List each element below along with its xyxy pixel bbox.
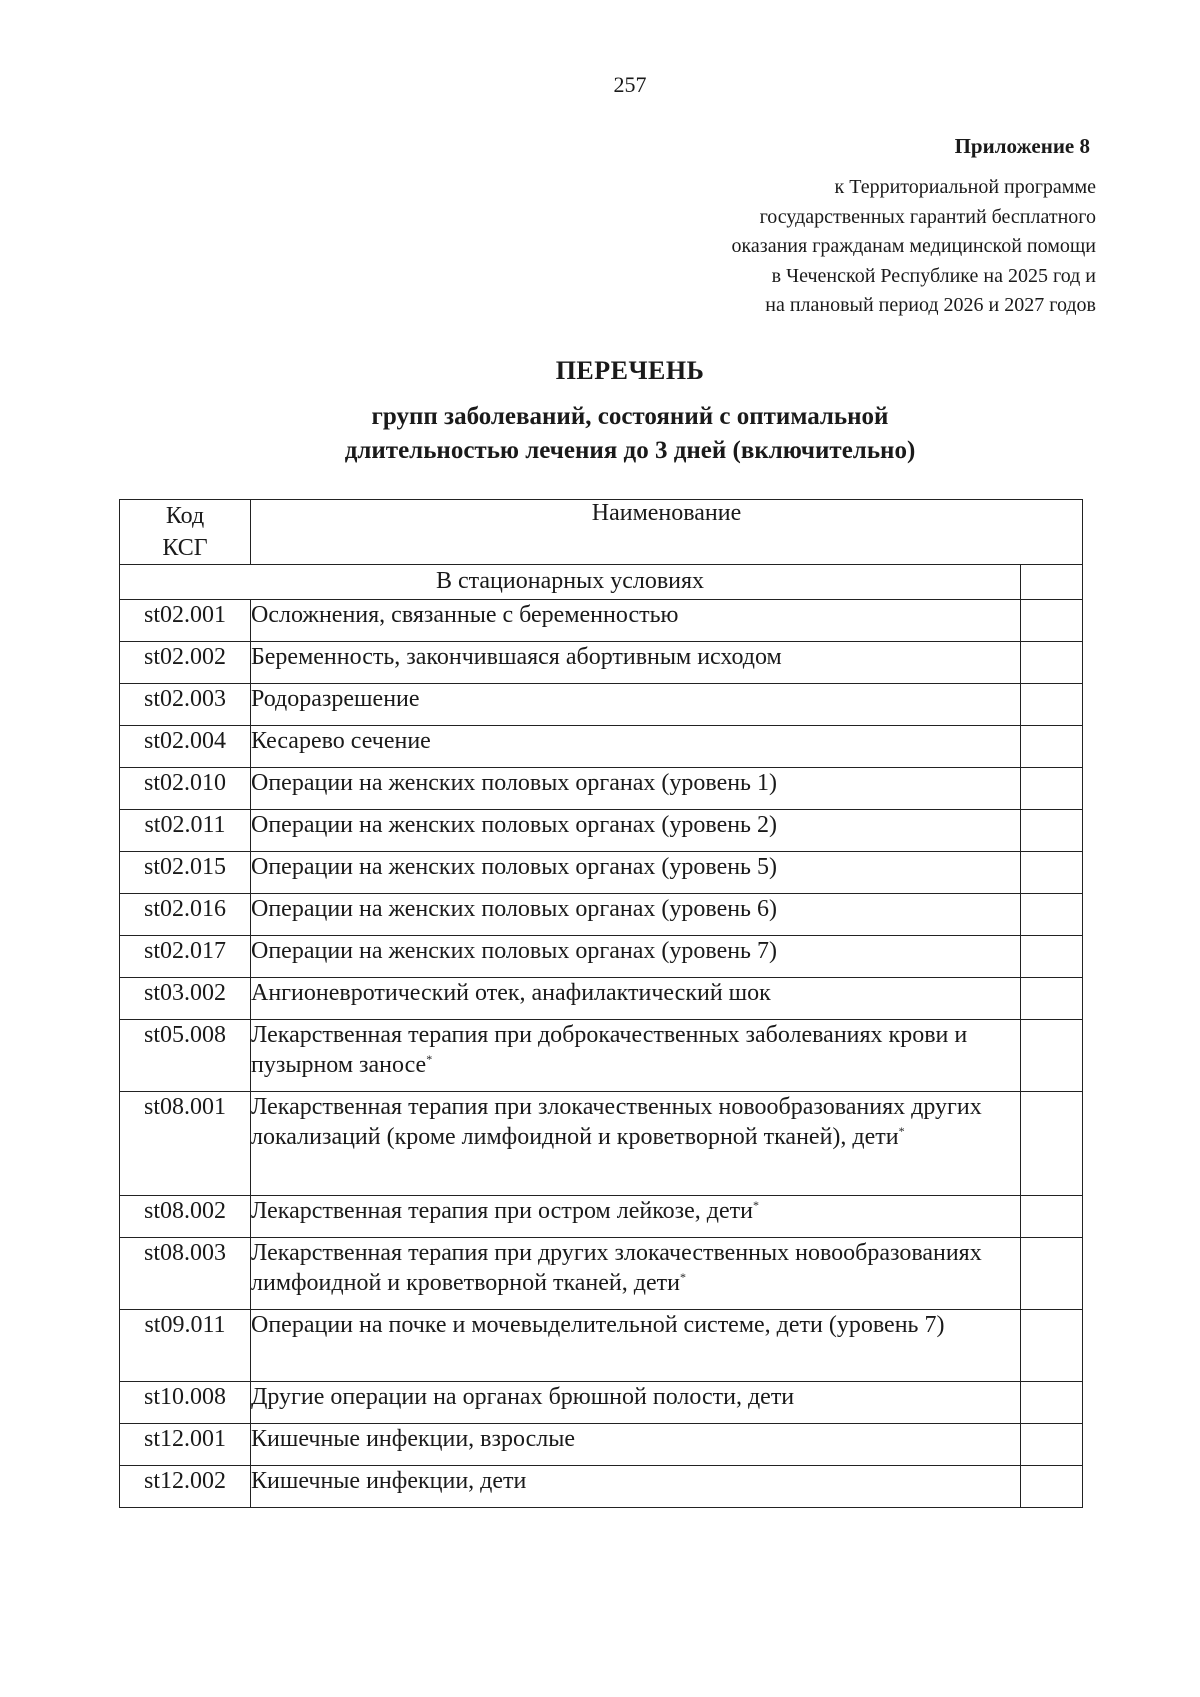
empty-cell xyxy=(1021,1238,1083,1310)
table-row xyxy=(120,768,1083,810)
empty-cell xyxy=(1021,600,1083,642)
table-row xyxy=(120,852,1083,894)
header-code xyxy=(120,500,251,565)
footnote-mark: * xyxy=(752,1198,759,1212)
empty-cell xyxy=(1021,684,1083,726)
ksg-name xyxy=(251,768,1021,810)
ksg-name-text: Операции на женских половых органах (уровень 1) xyxy=(251,770,777,796)
table-row xyxy=(120,1424,1083,1466)
table-row xyxy=(120,1238,1083,1310)
ksg-name xyxy=(251,1382,1021,1424)
ksg-name-text: Кесарево сечение xyxy=(251,728,431,754)
document-title: ПЕРЕЧЕНЬ xyxy=(555,356,705,385)
ksg-code: st09.011 xyxy=(120,1310,251,1382)
ksg-name xyxy=(251,810,1021,852)
ksg-name xyxy=(251,1466,1021,1508)
ksg-code: st02.015 xyxy=(120,852,251,894)
footnote-mark: * xyxy=(679,1270,686,1284)
ksg-name-text: Операции на женских половых органах (уровень 6) xyxy=(251,896,777,922)
ksg-name-text: Операции на женских половых органах (уровень 2) xyxy=(251,812,777,838)
table-row xyxy=(120,1466,1083,1508)
empty-cell xyxy=(1021,1466,1083,1508)
empty-cell xyxy=(1021,978,1083,1020)
ksg-code: st08.003 xyxy=(120,1238,251,1310)
empty-cell xyxy=(1021,936,1083,978)
table-row xyxy=(120,894,1083,936)
ksg-name xyxy=(251,852,1021,894)
page-number: 257 xyxy=(613,72,647,97)
ksg-table xyxy=(119,499,1083,1508)
ksg-name-text: Кишечные инфекции, дети xyxy=(251,1468,527,1494)
empty-cell xyxy=(1021,810,1083,852)
subtitle-line-1: групп заболеваний, состояний с оптимальной xyxy=(371,403,889,430)
ksg-name-text: Беременность, закончившаяся абортивным исходом xyxy=(251,644,782,670)
table-row xyxy=(120,1020,1083,1092)
ksg-name xyxy=(251,1238,1021,1310)
header-name: Наименование xyxy=(251,500,1083,565)
header-code-line-1: Код xyxy=(165,503,205,529)
ksg-name xyxy=(251,894,1021,936)
ksg-code: st10.008 xyxy=(120,1382,251,1424)
appendix-block xyxy=(732,134,1096,321)
appendix-title: Приложение 8 xyxy=(954,134,1090,158)
ksg-name-text: Лекарственная терапия при доброкачественных заболеваниях крови и пузырном заносе xyxy=(251,1022,968,1078)
table-row xyxy=(120,810,1083,852)
empty-cell xyxy=(1021,726,1083,768)
ksg-name xyxy=(251,978,1021,1020)
empty-cell xyxy=(1021,1196,1083,1238)
ksg-code: st08.002 xyxy=(120,1196,251,1238)
table-row xyxy=(120,1310,1083,1382)
footnote-mark: * xyxy=(898,1124,905,1138)
ksg-name xyxy=(251,936,1021,978)
ksg-code: st12.001 xyxy=(120,1424,251,1466)
appendix-line: к Территориальной программе xyxy=(834,176,1096,198)
ksg-code: st12.002 xyxy=(120,1466,251,1508)
section-row xyxy=(120,565,1083,600)
ksg-code: st05.008 xyxy=(120,1020,251,1092)
ksg-name xyxy=(251,726,1021,768)
ksg-name-text: Кишечные инфекции, взрослые xyxy=(251,1426,575,1452)
ksg-name-text: Ангионевротический отек, анафилактический шок xyxy=(251,980,771,1006)
ksg-name-text: Операции на почке и мочевыделительной системе, дети (уровень 7) xyxy=(251,1312,945,1338)
table-row xyxy=(120,726,1083,768)
ksg-name-text: Операции на женских половых органах (уровень 5) xyxy=(251,854,777,880)
appendix-line: в Чеченской Республике на 2025 год и xyxy=(771,264,1096,287)
ksg-name xyxy=(251,1196,1021,1238)
ksg-code: st08.001 xyxy=(120,1092,251,1196)
appendix-line: государственных гарантий бесплатного xyxy=(759,205,1096,228)
table-body xyxy=(120,565,1083,1508)
ksg-name-text: Осложнения, связанные с беременностью xyxy=(251,602,679,628)
empty-cell xyxy=(1021,565,1083,600)
ksg-code: st02.011 xyxy=(120,810,251,852)
empty-cell xyxy=(1021,1382,1083,1424)
ksg-name-text: Операции на женских половых органах (уровень 7) xyxy=(251,938,777,964)
ksg-name-text: Родоразрешение xyxy=(251,686,420,712)
ksg-name-text: Лекарственная терапия при злокачественных новообразованиях других локализаций (кроме лимфоидной и кроветворной тканей), дети xyxy=(251,1094,982,1150)
document-subtitle xyxy=(0,400,1200,468)
empty-cell xyxy=(1021,894,1083,936)
ksg-code: st02.002 xyxy=(120,642,251,684)
section-label: В стационарных условиях xyxy=(120,565,1021,600)
footnote-mark: * xyxy=(426,1052,433,1066)
empty-cell xyxy=(1021,1092,1083,1196)
table-row xyxy=(120,936,1083,978)
ksg-name xyxy=(251,1020,1021,1092)
table-row xyxy=(120,642,1083,684)
ksg-code: st03.002 xyxy=(120,978,251,1020)
ksg-name xyxy=(251,642,1021,684)
table-row xyxy=(120,1382,1083,1424)
ksg-name xyxy=(251,1424,1021,1466)
ksg-name xyxy=(251,684,1021,726)
table-row xyxy=(120,978,1083,1020)
ksg-name-text: Лекарственная терапия при других злокачественных новообразованиях лимфоидной и кроветворной тканей, дети xyxy=(251,1240,982,1296)
table-header-row xyxy=(120,500,1083,565)
ksg-code: st02.016 xyxy=(120,894,251,936)
ksg-code: st02.003 xyxy=(120,684,251,726)
empty-cell xyxy=(1021,1424,1083,1466)
ksg-name-text: Лекарственная терапия при остром лейкозе, дети xyxy=(251,1198,753,1224)
empty-cell xyxy=(1021,1020,1083,1092)
ksg-name xyxy=(251,1092,1021,1196)
header-code-line-2: КСГ xyxy=(162,535,208,561)
empty-cell xyxy=(1021,852,1083,894)
ksg-code: st02.010 xyxy=(120,768,251,810)
table-row xyxy=(120,684,1083,726)
ksg-name xyxy=(251,600,1021,642)
empty-cell xyxy=(1021,1310,1083,1382)
appendix-line: на плановый период 2026 и 2027 годов xyxy=(765,294,1096,316)
empty-cell xyxy=(1021,642,1083,684)
ksg-name xyxy=(251,1310,1021,1382)
ksg-code: st02.017 xyxy=(120,936,251,978)
empty-cell xyxy=(1021,768,1083,810)
table-row xyxy=(120,1092,1083,1196)
table-row xyxy=(120,600,1083,642)
table-row xyxy=(120,1196,1083,1238)
ksg-name-text: Другие операции на органах брюшной полости, дети xyxy=(251,1384,795,1410)
ksg-code: st02.004 xyxy=(120,726,251,768)
subtitle-line-2: длительностью лечения до 3 дней (включительно) xyxy=(344,437,916,464)
appendix-line: оказания гражданам медицинской помощи xyxy=(731,235,1096,257)
ksg-code: st02.001 xyxy=(120,600,251,642)
